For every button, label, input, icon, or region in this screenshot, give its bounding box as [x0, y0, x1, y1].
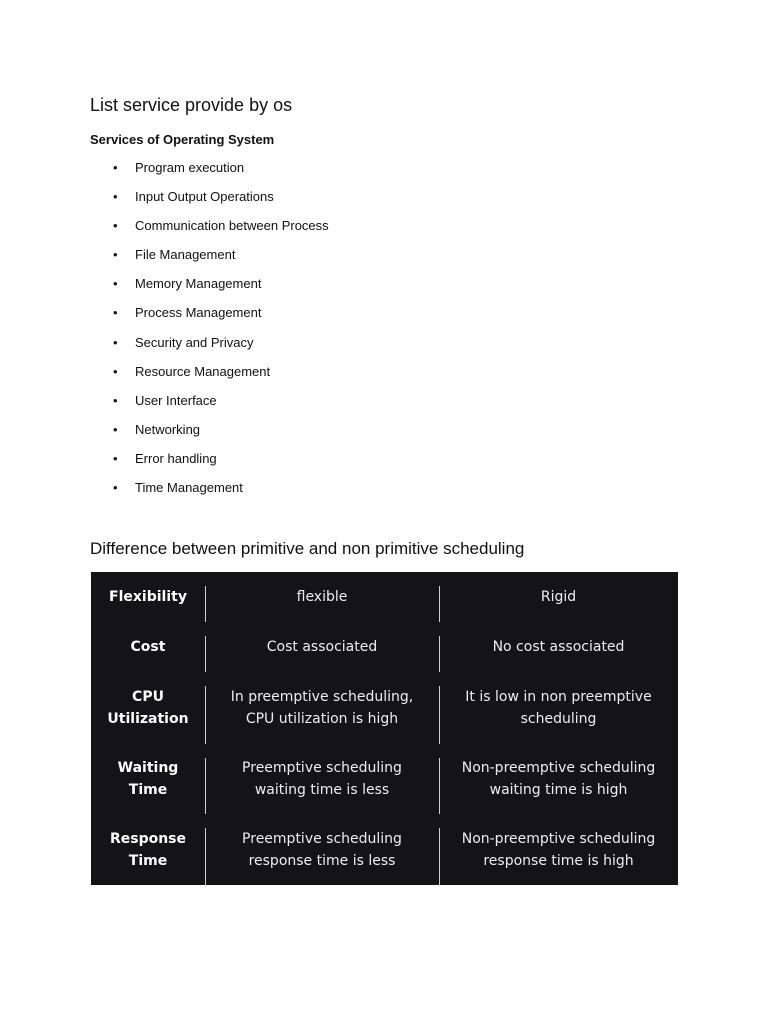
bullet-icon: • [113, 276, 118, 292]
list-item [90, 274, 329, 303]
table-row [91, 672, 678, 744]
list-item [90, 362, 329, 391]
list-item [90, 420, 329, 449]
bullet-icon: • [113, 305, 118, 321]
non-preemptive-cell [439, 672, 678, 744]
bullet-icon: • [113, 218, 118, 234]
service-label: Resource Management [135, 363, 271, 379]
preemptive-cell [205, 672, 439, 744]
service-label: Time Management [135, 480, 243, 496]
service-label: Process Management [135, 305, 262, 321]
list-item [90, 158, 329, 187]
comparison-table-grid [91, 572, 678, 885]
preemptive-cell [205, 572, 439, 622]
row-header-cell: Cost [130, 639, 166, 655]
list-item [90, 478, 329, 507]
service-label: Security and Privacy [135, 334, 254, 350]
service-label: Program execution [135, 160, 245, 175]
cell-text: Non-preemptive scheduling waiting time is high [461, 760, 656, 798]
column-divider [439, 758, 440, 814]
column-divider [439, 828, 440, 885]
comparison-table [91, 572, 678, 885]
services-heading: Services of Operating System [90, 132, 275, 147]
list-item [90, 245, 329, 274]
page-title: List service provide by os [90, 95, 293, 115]
service-label: Networking [135, 421, 201, 437]
bullet-icon: • [113, 334, 118, 350]
bullet-icon: • [113, 247, 118, 263]
services-list [90, 158, 329, 507]
difference-heading: Difference between primitive and non primitive scheduling [90, 539, 525, 558]
column-divider [439, 636, 440, 672]
bullet-icon: • [113, 189, 118, 205]
list-item [90, 333, 329, 362]
column-divider [205, 636, 206, 672]
list-item [90, 187, 329, 216]
column-divider [439, 586, 440, 622]
bullet-icon: • [113, 480, 118, 496]
row-header-cell: Waiting Time [117, 760, 179, 798]
service-label: Input Output Operations [135, 189, 274, 205]
list-item [90, 303, 329, 332]
cell-text: No cost associated [492, 639, 625, 655]
cell-text: It is low in non preemptive scheduling [465, 689, 652, 727]
column-divider [439, 686, 440, 744]
bullet-icon: • [113, 160, 118, 175]
non-preemptive-cell [439, 622, 678, 672]
preemptive-cell [205, 744, 439, 814]
bullet-icon: • [113, 363, 118, 379]
non-preemptive-cell [439, 572, 678, 622]
row-header-cell: Flexibility [109, 589, 187, 605]
list-item [90, 216, 329, 245]
preemptive-cell [205, 622, 439, 672]
preemptive-cell [205, 814, 439, 885]
cell-text: Non-preemptive scheduling response time is high [461, 830, 656, 869]
service-label: User Interface [135, 392, 217, 408]
service-label: Memory Management [135, 276, 262, 292]
cell-text: Preemptive scheduling response time is less [242, 830, 402, 869]
list-item [90, 391, 329, 420]
row-header-cell: CPU Utilization [107, 689, 189, 727]
column-divider [205, 758, 206, 814]
cell-text: Rigid [540, 589, 577, 605]
cell-text: Cost associated [266, 639, 378, 655]
column-divider [205, 686, 206, 744]
bullet-icon: • [113, 450, 118, 466]
table-row [91, 744, 678, 814]
cell-text: flexible [296, 589, 348, 605]
service-label: File Management [135, 247, 236, 263]
table-row [91, 572, 678, 622]
row-header-cell: Response Time [109, 830, 187, 869]
column-divider [205, 586, 206, 622]
table-row [91, 622, 678, 672]
list-item [90, 449, 329, 478]
column-divider [205, 828, 206, 885]
non-preemptive-cell [439, 814, 678, 885]
table-row [91, 814, 678, 885]
service-label: Error handling [135, 450, 217, 466]
bullet-icon: • [113, 421, 118, 437]
cell-text: Preemptive scheduling waiting time is less [242, 760, 402, 798]
cell-text: In preemptive scheduling, CPU utilization is high [230, 689, 414, 727]
bullet-icon: • [113, 392, 118, 408]
non-preemptive-cell [439, 744, 678, 814]
service-label: Communication between Process [135, 218, 329, 234]
